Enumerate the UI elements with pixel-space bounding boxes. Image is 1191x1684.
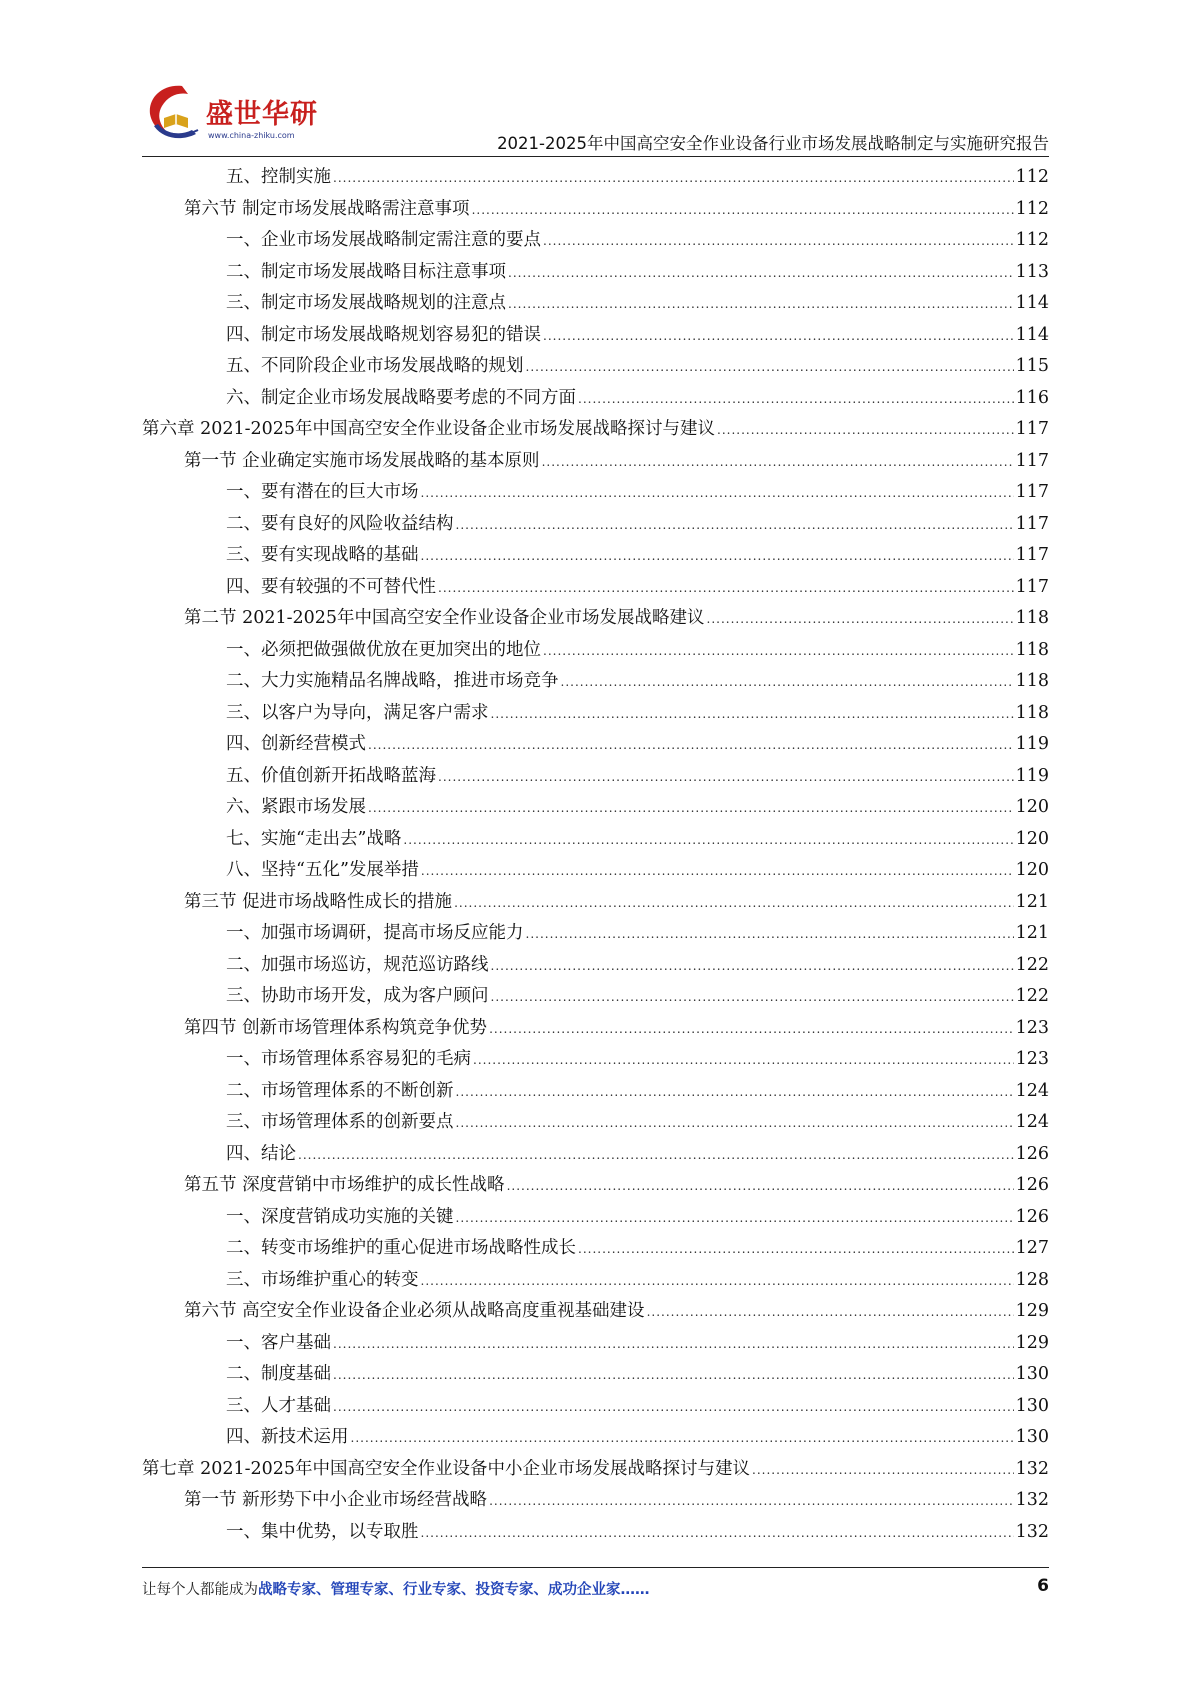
toc-dot-leader xyxy=(421,1266,1014,1298)
toc-page-number: 120 xyxy=(1015,828,1049,849)
toc-entry-title: 第六节 高空安全作业设备企业必须从战略高度重视基础建设 xyxy=(184,1301,645,1321)
toc-subsection-entry[interactable] xyxy=(142,1107,1049,1139)
toc-page-number: 130 xyxy=(1015,1364,1049,1384)
toc-entry-title: 二、加强市场巡访，规范巡访路线 xyxy=(226,954,489,975)
toc-entry-title: 第四节 创新市场管理体系构筑竞争优势 xyxy=(184,1017,488,1038)
toc-subsection-entry[interactable] xyxy=(142,698,1049,730)
toc-page-number: 117 xyxy=(1015,545,1049,565)
toc-page-number: 132 xyxy=(1015,1521,1049,1542)
toc-page-number: 116 xyxy=(1015,387,1049,408)
toc-page-number: 118 xyxy=(1015,639,1049,660)
toc-dot-leader xyxy=(333,1329,1014,1361)
toc-entry-title: 三、协助市场开发，成为客户顾问 xyxy=(226,986,489,1006)
toc-dot-leader xyxy=(526,919,1014,951)
toc-page-number: 128 xyxy=(1015,1269,1049,1290)
toc-page-number: 119 xyxy=(1015,734,1049,754)
toc-entry-title: 三、制定市场发展战略规划的注意点 xyxy=(226,293,506,313)
toc-entry-title: 二、转变市场维护的重心促进市场战略性成长 xyxy=(226,1238,576,1258)
toc-entry-title: 第六章 2021-2025年中国高空安全作业设备企业市场发展战略探讨与建议 xyxy=(142,419,716,439)
toc-entry-title: 三、市场管理体系的创新要点 xyxy=(226,1112,454,1132)
toc-entry-title: 二、制度基础 xyxy=(226,1364,331,1384)
toc-page-number: 119 xyxy=(1015,765,1049,786)
toc-entry-title: 四、结论 xyxy=(226,1143,296,1164)
toc-subsection-entry[interactable] xyxy=(142,950,1049,982)
toc-dot-leader xyxy=(491,982,1014,1014)
toc-page-number: 118 xyxy=(1015,671,1049,691)
toc-section-entry[interactable] xyxy=(142,446,1049,478)
toc-entry-title: 二、大力实施精品名牌战略，推进市场竞争 xyxy=(226,671,559,691)
toc-dot-leader xyxy=(421,856,1014,888)
toc-entry-title: 一、加强市场调研，提高市场反应能力 xyxy=(226,923,524,943)
toc-dot-leader xyxy=(421,541,1014,573)
toc-subsection-entry[interactable] xyxy=(142,351,1049,383)
toc-entry-title: 五、不同阶段企业市场发展战略的规划 xyxy=(226,356,524,376)
toc-subsection-entry[interactable] xyxy=(142,225,1049,257)
toc-subsection-entry[interactable] xyxy=(142,162,1049,194)
toc-dot-leader xyxy=(491,951,1014,983)
slogan-prefix: 让每个人都能成为 xyxy=(142,1582,258,1598)
toc-page-number: 118 xyxy=(1015,608,1049,628)
toc-dot-leader xyxy=(456,1203,1014,1235)
toc-section-entry[interactable] xyxy=(142,1170,1049,1202)
toc-subsection-entry[interactable] xyxy=(142,1202,1049,1234)
toc-subsection-entry[interactable] xyxy=(142,572,1049,604)
toc-dot-leader xyxy=(421,478,1014,510)
toc-page-number: 112 xyxy=(1015,167,1049,187)
toc-page-number: 124 xyxy=(1015,1112,1049,1132)
page-number: 6 xyxy=(1037,1576,1049,1596)
toc-page-number: 122 xyxy=(1015,954,1049,975)
toc-page-number: 130 xyxy=(1015,1427,1049,1447)
toc-entry-title: 五、控制实施 xyxy=(226,167,331,187)
toc-page-number: 126 xyxy=(1015,1143,1049,1164)
toc-subsection-entry[interactable] xyxy=(142,1044,1049,1076)
toc-dot-leader xyxy=(561,667,1014,699)
toc-page-number: 129 xyxy=(1015,1301,1049,1321)
toc-page-number: 130 xyxy=(1015,1395,1049,1416)
toc-entry-title: 二、市场管理体系的不断创新 xyxy=(226,1080,454,1101)
toc-entry-title: 四、制定市场发展战略规划容易犯的错误 xyxy=(226,324,541,345)
toc-section-entry[interactable] xyxy=(142,1485,1049,1517)
toc-entry-title: 三、市场维护重心的转变 xyxy=(226,1269,419,1290)
toc-subsection-entry[interactable] xyxy=(142,1359,1049,1391)
toc-page-number: 114 xyxy=(1015,324,1049,345)
toc-dot-leader xyxy=(298,1140,1014,1172)
toc-section-entry[interactable] xyxy=(142,603,1049,635)
toc-entry-title: 四、要有较强的不可替代性 xyxy=(226,576,436,597)
toc-dot-leader xyxy=(543,636,1014,668)
toc-subsection-entry[interactable] xyxy=(142,509,1049,541)
toc-section-entry[interactable] xyxy=(142,887,1049,919)
toc-subsection-entry[interactable] xyxy=(142,477,1049,509)
toc-entry-title: 第七章 2021-2025年中国高空安全作业设备中小企业市场发展战略探讨与建议 xyxy=(142,1458,751,1479)
toc-page-number: 113 xyxy=(1015,261,1049,282)
toc-entry-title: 一、集中优势，以专取胜 xyxy=(226,1521,419,1542)
toc-dot-leader xyxy=(456,1077,1014,1109)
toc-page-number: 112 xyxy=(1015,230,1049,250)
toc-entry-title: 第六节 制定市场发展战略需注意事项 xyxy=(184,198,470,219)
toc-dot-leader xyxy=(438,762,1014,794)
toc-dot-leader xyxy=(454,888,1014,920)
toc-subsection-entry[interactable] xyxy=(142,855,1049,887)
toc-page-number: 120 xyxy=(1015,797,1049,817)
toc-dot-leader xyxy=(752,1455,1014,1487)
toc-subsection-entry[interactable] xyxy=(142,1076,1049,1108)
toc-page-number: 117 xyxy=(1015,513,1049,534)
slogan-highlight: 战略专家、管理专家、行业专家、投资专家、成功企业家…… xyxy=(258,1582,650,1598)
toc-page-number: 123 xyxy=(1015,1017,1049,1038)
toc-entry-title: 第二节 2021-2025年中国高空安全作业设备企业市场发展战略建议 xyxy=(184,608,705,628)
toc-subsection-entry[interactable] xyxy=(142,1422,1049,1454)
toc-dot-leader xyxy=(508,289,1014,321)
toc-dot-leader xyxy=(472,195,1014,227)
toc-page-number: 129 xyxy=(1015,1332,1049,1353)
logo-swoosh-icon xyxy=(142,78,214,150)
toc-page-number: 126 xyxy=(1015,1206,1049,1227)
toc-dot-leader xyxy=(333,1392,1014,1424)
toc-entry-title: 三、要有实现战略的基础 xyxy=(226,545,419,565)
toc-subsection-entry[interactable] xyxy=(142,1517,1049,1549)
footer-divider xyxy=(142,1567,1049,1568)
toc-entry-title: 第一节 企业确定实施市场发展战略的基本原则 xyxy=(184,450,540,471)
toc-page-number: 126 xyxy=(1015,1175,1049,1195)
toc-page-number: 127 xyxy=(1015,1238,1049,1258)
toc-entry-title: 一、市场管理体系容易犯的毛病 xyxy=(226,1049,471,1069)
toc-subsection-entry[interactable] xyxy=(142,1139,1049,1171)
toc-dot-leader xyxy=(507,1171,1014,1203)
toc-subsection-entry[interactable] xyxy=(142,288,1049,320)
toc-page-number: 118 xyxy=(1015,702,1049,723)
toc-entry-title: 一、企业市场发展战略制定需注意的要点 xyxy=(226,230,541,250)
toc-entry-title: 三、以客户为导向，满足客户需求 xyxy=(226,702,489,723)
toc-page-number: 117 xyxy=(1015,576,1049,597)
toc-subsection-entry[interactable] xyxy=(142,918,1049,950)
toc-entry-title: 六、制定企业市场发展战略要考虑的不同方面 xyxy=(226,387,576,408)
toc-subsection-entry[interactable] xyxy=(142,1328,1049,1360)
toc-dot-leader xyxy=(351,1423,1014,1455)
toc-page-number: 117 xyxy=(1015,419,1049,439)
toc-entry-title: 四、创新经营模式 xyxy=(226,734,366,754)
toc-subsection-entry[interactable] xyxy=(142,383,1049,415)
toc-page-number: 132 xyxy=(1015,1458,1049,1479)
toc-entry-title: 五、价值创新开拓战略蓝海 xyxy=(226,765,436,786)
toc-page-number: 121 xyxy=(1015,891,1049,912)
toc-entry-title: 第五节 深度营销中市场维护的成长性战略 xyxy=(184,1175,505,1195)
toc-dot-leader xyxy=(578,384,1014,416)
toc-chapter-entry[interactable] xyxy=(142,414,1049,446)
toc-subsection-entry[interactable] xyxy=(142,1233,1049,1265)
toc-dot-leader xyxy=(543,321,1014,353)
toc-dot-leader xyxy=(543,226,1014,258)
toc-entry-title: 一、客户基础 xyxy=(226,1332,331,1353)
toc-page-number: 117 xyxy=(1015,450,1049,471)
toc-subsection-entry[interactable] xyxy=(142,761,1049,793)
toc-dot-leader xyxy=(456,510,1014,542)
toc-entry-title: 三、人才基础 xyxy=(226,1395,331,1416)
page-header xyxy=(142,78,1049,158)
toc-subsection-entry[interactable] xyxy=(142,1265,1049,1297)
header-divider xyxy=(142,156,1049,157)
company-logo xyxy=(142,78,342,150)
toc-dot-leader xyxy=(578,1234,1014,1266)
toc-dot-leader xyxy=(333,163,1014,195)
toc-subsection-entry[interactable] xyxy=(142,540,1049,572)
toc-entry-title: 二、制定市场发展战略目标注意事项 xyxy=(226,261,506,282)
toc-entry-title: 七、实施“走出去”战略 xyxy=(226,828,402,849)
toc-dot-leader xyxy=(368,730,1014,762)
toc-page-number: 112 xyxy=(1015,198,1049,219)
toc-dot-leader xyxy=(333,1360,1014,1392)
page-footer xyxy=(142,1578,1049,1602)
toc-entry-title: 第一节 新形势下中小企业市场经营战略 xyxy=(184,1490,488,1510)
toc-page-number: 124 xyxy=(1015,1080,1049,1101)
logo-url: www.china-zhiku.com xyxy=(208,131,295,140)
toc-subsection-entry[interactable] xyxy=(142,729,1049,761)
toc-dot-leader xyxy=(368,793,1014,825)
toc-subsection-entry[interactable] xyxy=(142,257,1049,289)
toc-subsection-entry[interactable] xyxy=(142,320,1049,352)
toc-subsection-entry[interactable] xyxy=(142,981,1049,1013)
toc-section-entry[interactable] xyxy=(142,1296,1049,1328)
toc-entry-title: 四、新技术运用 xyxy=(226,1427,349,1447)
toc-dot-leader xyxy=(403,825,1013,857)
toc-dot-leader xyxy=(489,1014,1014,1046)
toc-entry-title: 一、要有潜在的巨大市场 xyxy=(226,482,419,502)
toc-dot-leader xyxy=(473,1045,1014,1077)
toc-subsection-entry[interactable] xyxy=(142,1391,1049,1423)
toc-entry-title: 一、必须把做强做优放在更加突出的地位 xyxy=(226,639,541,660)
toc-page-number: 120 xyxy=(1015,860,1049,880)
toc-dot-leader xyxy=(456,1108,1014,1140)
toc-page-number: 117 xyxy=(1015,482,1049,502)
toc-subsection-entry[interactable] xyxy=(142,666,1049,698)
table-of-contents xyxy=(142,162,1049,1548)
toc-dot-leader xyxy=(438,573,1014,605)
toc-dot-leader xyxy=(491,699,1014,731)
toc-page-number: 132 xyxy=(1015,1490,1049,1510)
toc-entry-title: 第三节 促进市场战略性成长的措施 xyxy=(184,891,453,912)
toc-chapter-entry[interactable] xyxy=(142,1454,1049,1486)
toc-dot-leader xyxy=(542,447,1014,479)
footer-slogan xyxy=(142,1578,650,1599)
report-title: 2021-2025年中国高空安全作业设备行业市场发展战略制定与实施研究报告 xyxy=(497,134,1049,153)
toc-page-number: 121 xyxy=(1015,923,1049,943)
toc-page-number: 114 xyxy=(1015,293,1049,313)
toc-subsection-entry[interactable] xyxy=(142,792,1049,824)
logo-wordmark: 盛世华研 xyxy=(206,99,318,130)
toc-entry-title: 六、紧跟市场发展 xyxy=(226,797,366,817)
toc-dot-leader xyxy=(489,1486,1014,1518)
toc-subsection-entry[interactable] xyxy=(142,635,1049,667)
toc-entry-title: 八、坚持“五化”发展举措 xyxy=(226,860,419,880)
toc-section-entry[interactable] xyxy=(142,194,1049,226)
toc-dot-leader xyxy=(508,258,1014,290)
toc-page-number: 123 xyxy=(1015,1049,1049,1069)
toc-dot-leader xyxy=(707,604,1014,636)
toc-section-entry[interactable] xyxy=(142,1013,1049,1045)
toc-entry-title: 一、深度营销成功实施的关键 xyxy=(226,1206,454,1227)
toc-entry-title: 二、要有良好的风险收益结构 xyxy=(226,513,454,534)
toc-page-number: 115 xyxy=(1015,356,1049,376)
toc-subsection-entry[interactable] xyxy=(142,824,1049,856)
toc-dot-leader xyxy=(647,1297,1014,1329)
toc-dot-leader xyxy=(526,352,1014,384)
toc-dot-leader xyxy=(717,415,1014,447)
toc-page-number: 122 xyxy=(1015,986,1049,1006)
toc-dot-leader xyxy=(421,1518,1014,1550)
